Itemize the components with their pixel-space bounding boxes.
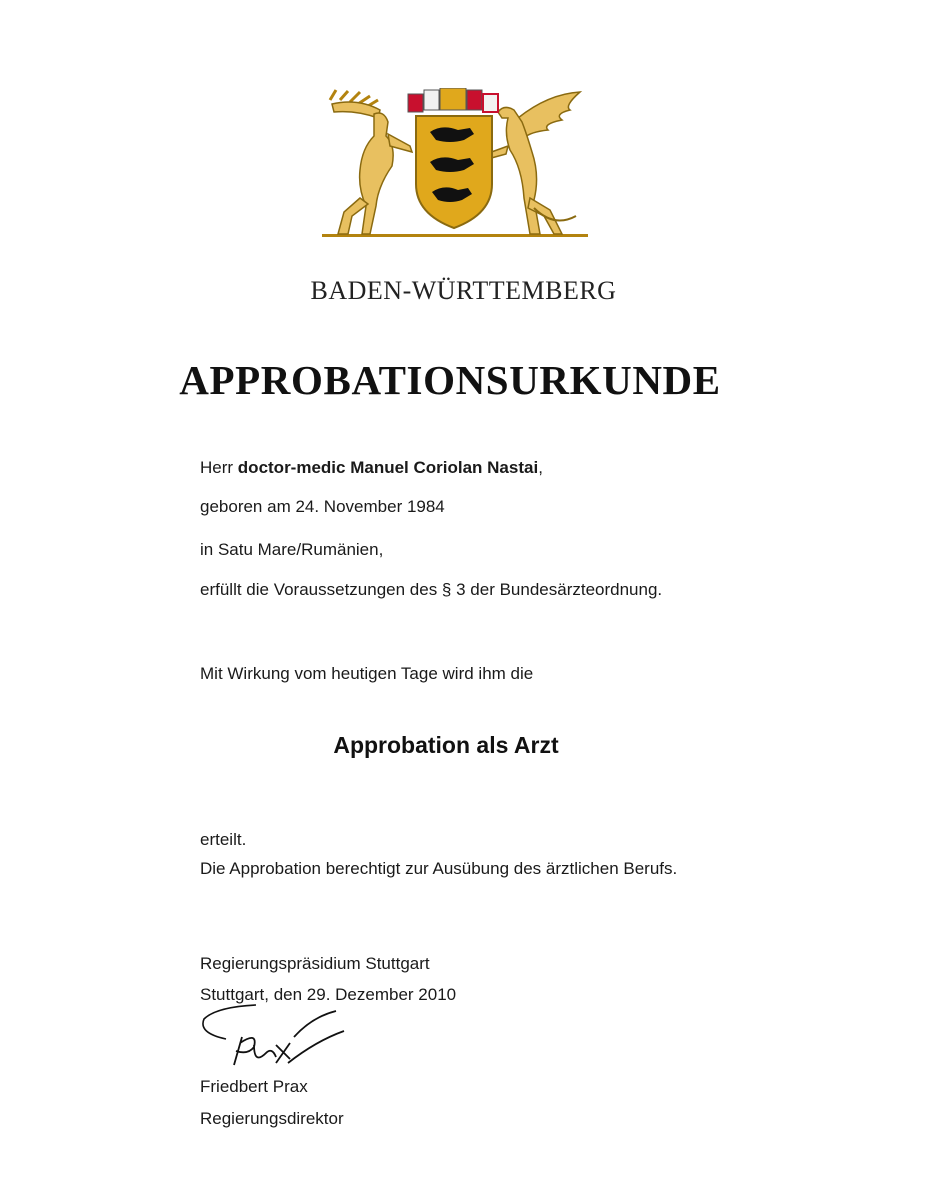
name-suffix: ,	[538, 458, 543, 477]
signer-name: Friedbert Prax	[200, 1077, 308, 1096]
signer-title: Regierungsdirektor	[200, 1109, 344, 1128]
stag-supporter-icon	[330, 90, 412, 234]
salutation: Herr	[200, 458, 234, 477]
birthplace-line: in Satu Mare/Rumänien,	[200, 540, 384, 559]
crown-shields-icon	[408, 88, 498, 112]
authorization-line: Die Approbation berechtigt zur Ausübung des ärztlichen Berufs.	[200, 859, 678, 878]
griffin-supporter-icon	[484, 92, 580, 234]
recipient-line	[200, 458, 543, 478]
signature-image	[196, 993, 356, 1075]
granted-word: erteilt.	[200, 830, 247, 849]
coat-of-arms-icon	[318, 88, 590, 244]
requirements-line: erfüllt die Voraussetzungen des § 3 der Bundesärzteordnung.	[200, 580, 663, 599]
authority-line: Regierungspräsidium Stuttgart	[200, 954, 430, 973]
grant-title: Approbation als Arzt	[333, 732, 559, 758]
document-title: APPROBATIONSURKUNDE	[179, 357, 721, 403]
place-date-line: Stuttgart, den 29. Dezember 2010	[200, 985, 457, 1004]
birth-date-line: geboren am 24. November 1984	[200, 497, 445, 516]
main-shield-icon	[416, 116, 492, 228]
effect-line: Mit Wirkung vom heutigen Tage wird ihm die	[200, 664, 534, 683]
person-name: doctor-medic Manuel Coriolan Nastai	[237, 458, 539, 477]
state-name-heading: BADEN-WÜRTTEMBERG	[310, 276, 617, 305]
